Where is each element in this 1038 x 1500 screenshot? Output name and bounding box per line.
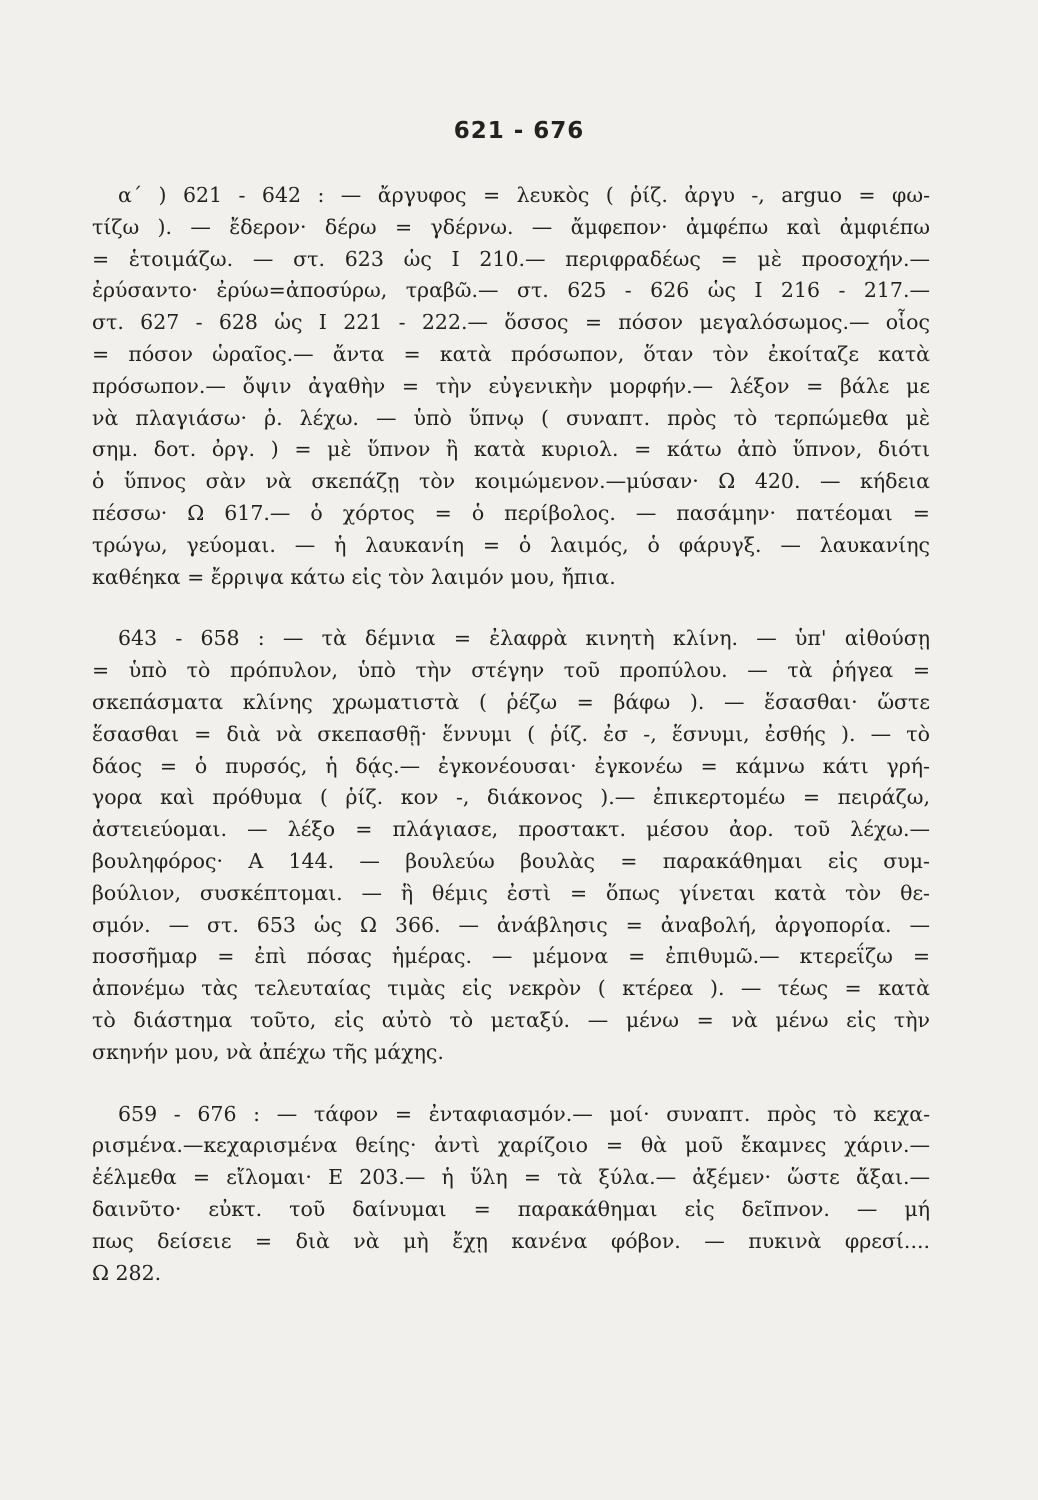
text-line: νὰ πλαγιάσω· ῥ. λέχω. — ὑπὸ ὕπνῳ ( συναπτ. πρὸς τὸ τερπώμεθα μὲ <box>92 405 930 430</box>
text-line: σκηνήν μου, νὰ ἀπέχω τῆς μάχης. <box>92 1039 444 1064</box>
text-line: = ἑτοιμάζω. — στ. 623 ὡς Ι 210.— περιφραδέως = μὲ προσοχήν.— <box>92 246 930 271</box>
text-line: βουληφόρος· Α 144. — βουλεύω βουλὰς = παρακάθημαι εἰς συμ- <box>92 848 930 873</box>
text-line: πως δείσειε = διὰ νὰ μὴ ἔχῃ κανένα φόβον. — πυκινὰ φρεσί.... <box>92 1228 930 1253</box>
text-line: τίζω ). — ἔδερον· δέρω = γδέρνω. — ἄμφεπον· ἀμφέπω καὶ ἀμφιέπω <box>92 214 930 239</box>
text-line: ἐέλμεθα = εἴλομαι· Ε 203.— ἡ ὕλη = τὰ ξύλα.— ἀξέμεν· ὥστε ἄξαι.— <box>92 1165 930 1190</box>
text-line: α΄ ) 621 - 642 : — ἄργυφος = λευκὸς ( ῥίζ. ἀργυ -, arguo = φω- <box>118 183 930 207</box>
text-line: βούλιον, συσκέπτομαι. — ἣ θέμις ἐστὶ = ὅπως γίνεται κατὰ τὸν θε- <box>92 880 930 905</box>
text-line: ἐρύσαντο· ἐρύω=ἀποσύρω, τραβῶ.— στ. 625 - 626 ὡς Ι 216 - 217.— <box>92 278 930 303</box>
text-line: σκεπάσματα κλίνης χρωματιστὰ ( ῥέζω = βάφω ). — ἕσασθαι· ὥστε <box>92 689 930 714</box>
text-line: ἀπονέμω τὰς τελευταίας τιμὰς εἰς νεκρὸν ( κτέρεα ). — τέως = κατὰ <box>92 976 930 1001</box>
text-line: 659 - 676 : — τάφον = ἐνταφιασμόν.— μοί· συναπτ. πρὸς τὸ κεχα- <box>118 1101 930 1126</box>
page-header: 621 - 676 <box>453 118 585 144</box>
text-line: ρισμένα.—κεχαρισμένα θείης· ἀντὶ χαρίζοιο = θὰ μοῦ ἔκαμνες χάριν.— <box>92 1133 930 1158</box>
text-line: Ω 282. <box>92 1260 162 1285</box>
text-line: ποσσῆμαρ = ἐπὶ πόσας ἡμέρας. — μέμονα = ἐπιθυμῶ.— κτερεΐζω = <box>92 944 930 969</box>
section-659-676 <box>92 1099 930 1290</box>
text-line: ὁ ὕπνος σὰν νὰ σκεπάζῃ τὸν κοιμώμενον.—μύσαν· Ω 420. — κήδεια <box>92 469 930 494</box>
text-line: ἀστειεύομαι. — λέξο = πλάγιασε, προστακτ. μέσου ἀορ. τοῦ λέχω.— <box>92 817 930 842</box>
text-line: σημ. δοτ. ὀργ. ) = μὲ ὕπνον ἢ κατὰ κυριολ. = κάτω ἀπὸ ὕπνον, διότι <box>92 437 930 462</box>
text-line: πέσσω· Ω 617.— ὁ χόρτος = ὁ περίβολος. — πασάμην· πατέομαι = <box>92 500 930 525</box>
text-line: δαινῦτο· εὐκτ. τοῦ δαίνυμαι = παρακάθημαι εἰς δεῖπνον. — μή <box>92 1196 930 1221</box>
text-line: ἕσασθαι = διὰ νὰ σκεπασθῇ· ἕννυμι ( ῥίζ. ἐσ -, ἕσνυμι, ἐσθής ). — τὸ <box>92 721 930 746</box>
text-line: πρόσωπον.— ὄψιν ἀγαθὴν = τὴν εὐγενικὴν μορφήν.— λέξον = βάλε με <box>92 373 930 398</box>
text-line: στ. 627 - 628 ὡς Ι 221 - 222.— ὅσσος = πόσον μεγαλόσωμος.— οἷος <box>92 310 930 335</box>
text-line: = ὑπὸ τὸ πρόπυλον, ὑπὸ τὴν στέγην τοῦ προπύλου. — τὰ ῥήγεα = <box>92 658 930 683</box>
section-621-642 <box>92 180 930 593</box>
text-line: 643 - 658 : — τὰ δέμνια = ἐλαφρὰ κινητὴ κλίνη. — ὑπ' αἰθούσῃ <box>118 626 930 651</box>
text-line: τὸ διάστημα τοῦτο, εἰς αὐτὸ τὸ μεταξύ. — μένω = νὰ μένω εἰς τὴν <box>92 1007 930 1032</box>
commentary-body <box>92 180 930 1319</box>
text-line: καθέηκα = ἔρριψα κάτω εἰς τὸν λαιμόν μου, ἤπια. <box>92 564 616 589</box>
text-line: γορα καὶ πρόθυμα ( ῥίζ. κον -, διάκονος ).— ἐπικερτομέω = πειράζω, <box>92 785 930 810</box>
text-line: = πόσον ὡραῖος.— ἄντα = κατὰ πρόσωπον, ὅταν τὸν ἐκοίταζε κατὰ <box>92 341 930 366</box>
section-643-658 <box>92 623 930 1068</box>
text-line: σμόν. — στ. 653 ὡς Ω 366. — ἀνάβλησις = ἀναβολή, ἀργοπορία. — <box>92 912 930 937</box>
text-line: δάος = ὁ πυρσός, ἡ δᾴς.— ἐγκονέουσαι· ἐγκονέω = κάμνω κάτι γρή- <box>92 753 930 778</box>
text-line: τρώγω, γεύομαι. — ἡ λαυκανίη = ὁ λαιμός, ὁ φάρυγξ. — λαυκανίης <box>92 532 930 557</box>
